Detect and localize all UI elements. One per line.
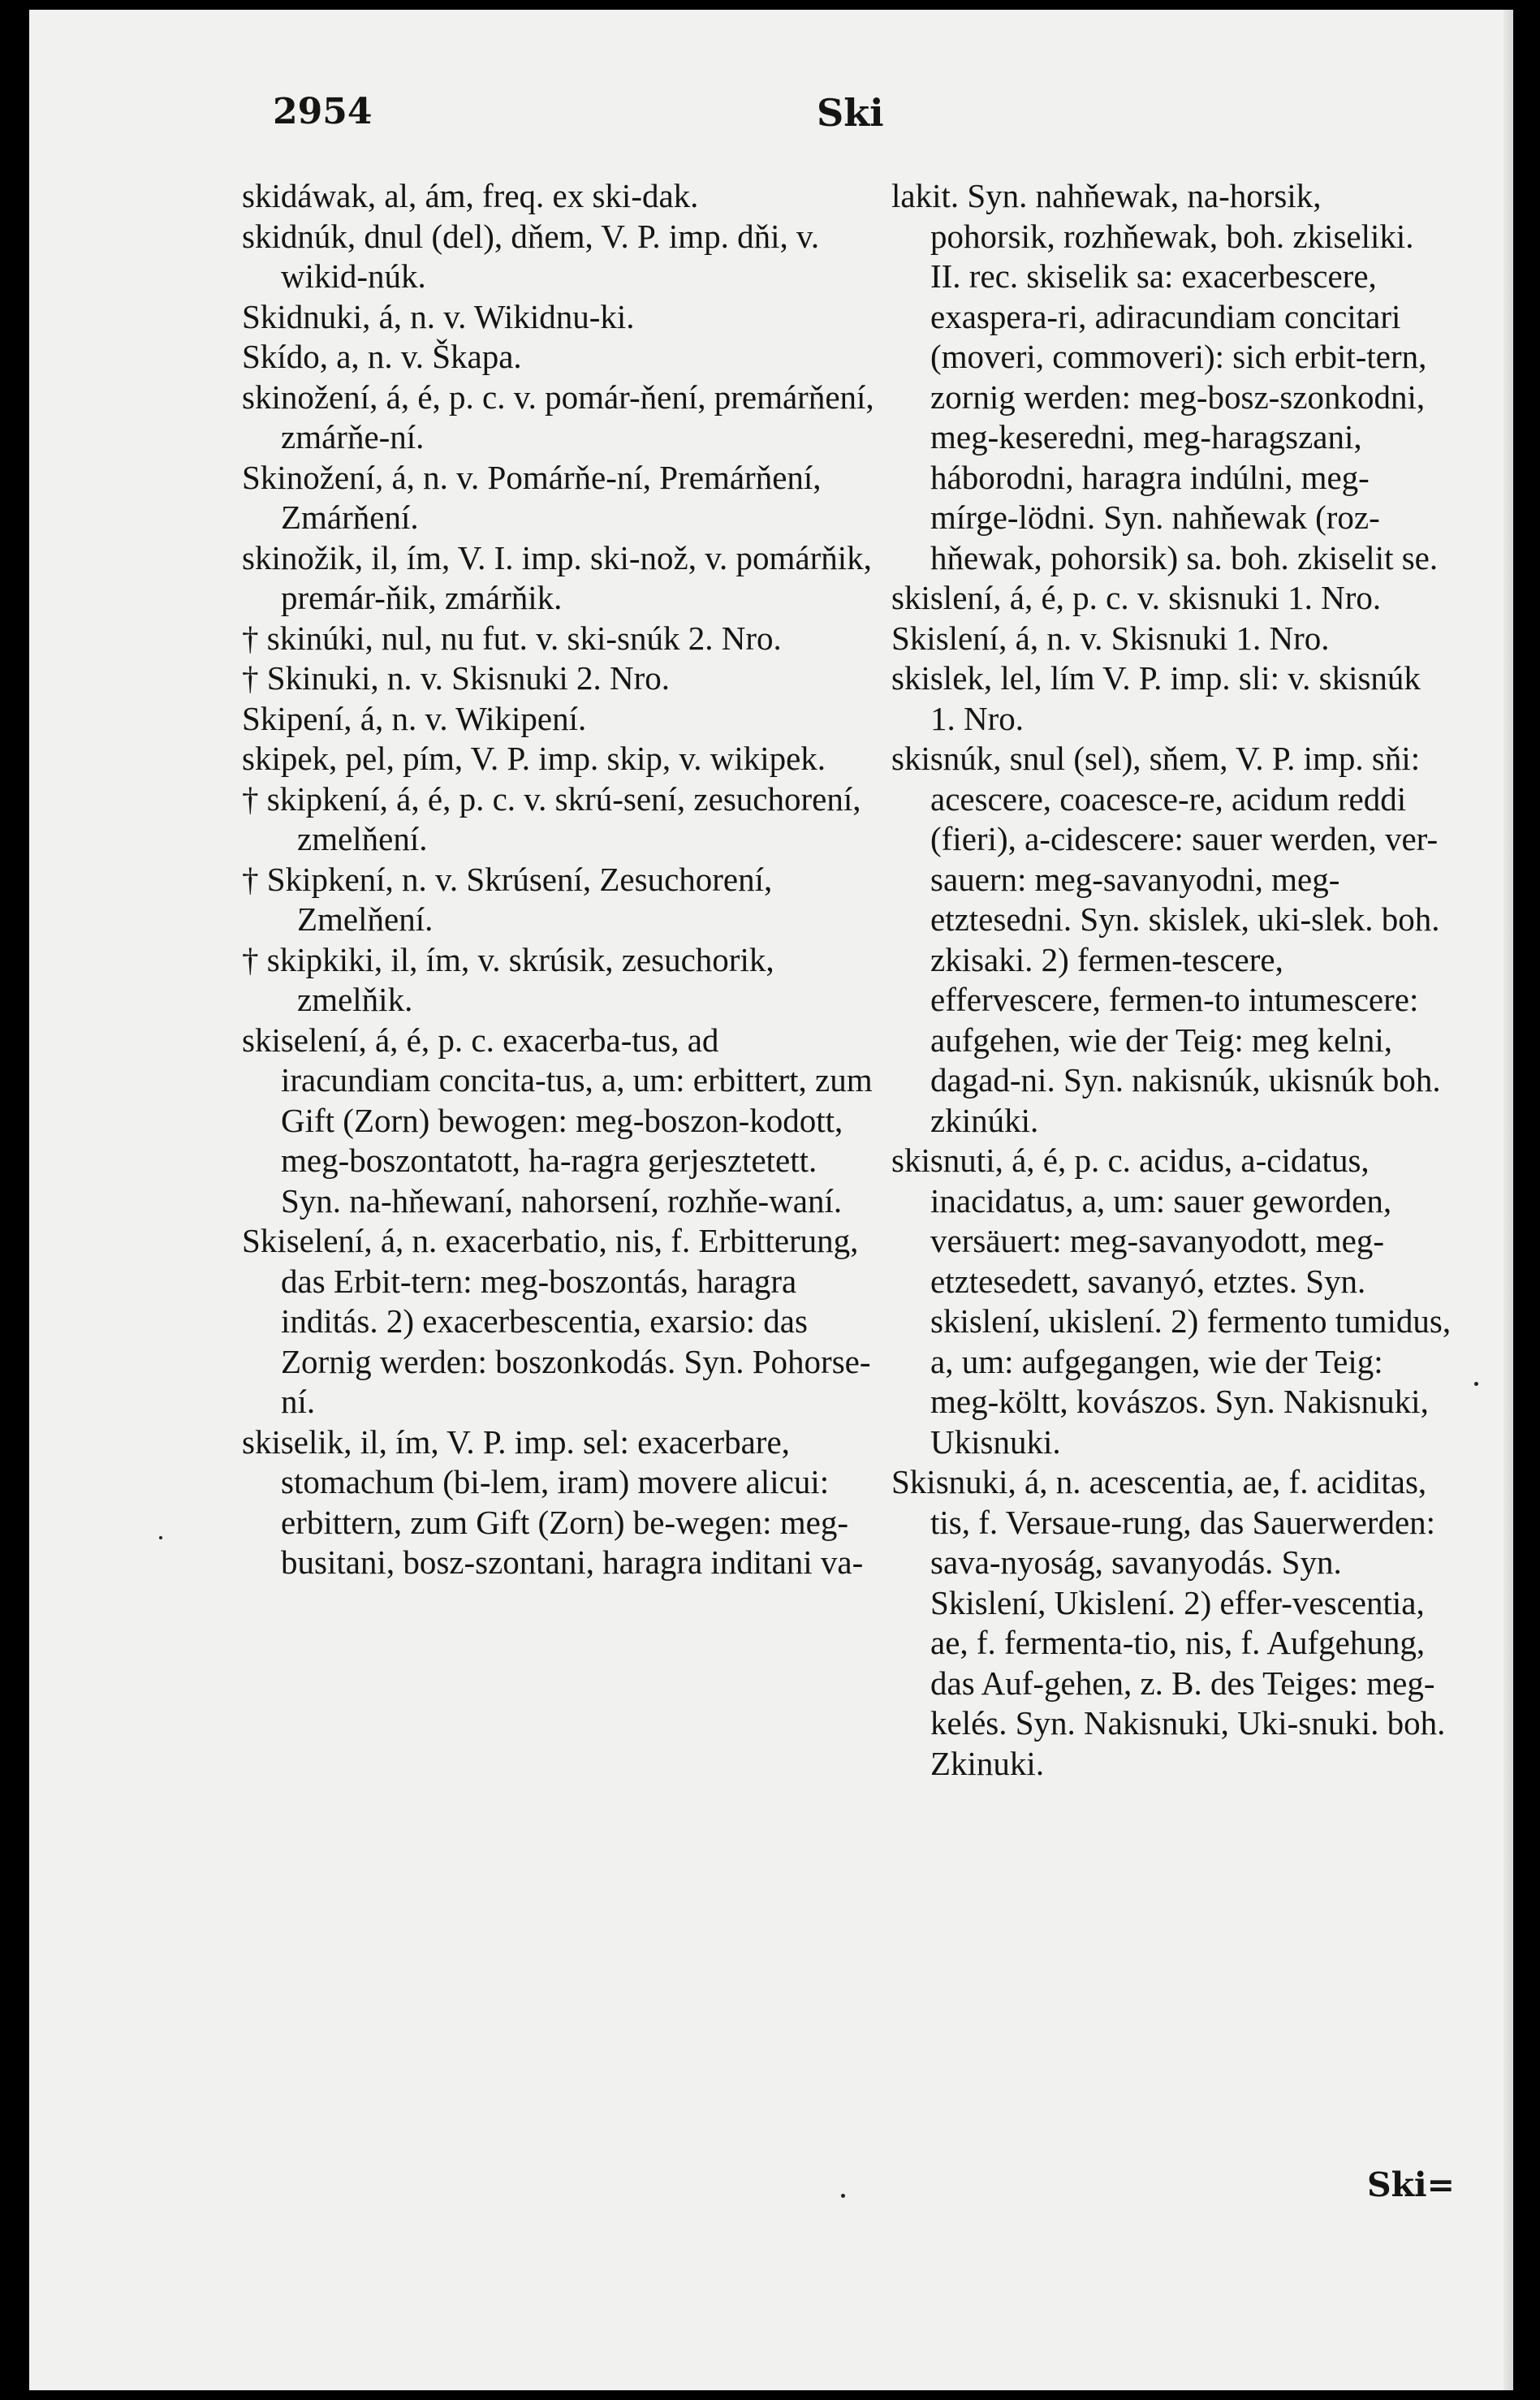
page-edge <box>1503 10 1513 2390</box>
ink-speck <box>841 2194 845 2198</box>
dictionary-entry: skidnúk, dnul (del), dňem, V. P. imp. dňi, v. wikid-núk. <box>242 217 820 295</box>
dictionary-entry: skisnúk, snul (sel), sňem, V. P. imp. sňi: acescere, coacesce-re, acidum reddi (fieri), a-cidescere: sauer werden, ver-sauern: meg-savanyodni, meg-etztesedni. Syn. skislek, uki-slek. boh. zkisaki. 2) fermen-tescere, effervescere, fermen-to intumescere: aufgehen, wie der Teig: meg kelni, dagad-ni. Syn. nakisnúk, ukisnúk boh. zkinúki. <box>891 740 1441 1139</box>
dictionary-entry: skinožik, il, ím, V. I. imp. ski-nož, v. pomárňik, premár-ňik, zmárňik. <box>242 538 872 616</box>
dictionary-entry: † Skinuki, n. v. Skisnuki 2. Nro. <box>242 659 670 697</box>
dictionary-entry: Skidnuki, á, n. v. Wikidnu-ki. <box>242 297 635 335</box>
catchword: Ski= <box>1367 2165 1455 2204</box>
page-header <box>273 91 1442 148</box>
dictionary-entry: † skipkení, á, é, p. c. v. skrú-sení, zesuchorení, zmelňení. <box>242 779 861 857</box>
right-column <box>891 176 1452 1784</box>
dictionary-entry: † Skipkení, n. v. Skrúsení, Zesuchorení, Zmelňení. <box>242 860 773 938</box>
dictionary-entry: skinožení, á, é, p. c. v. pomár-ňení, premárňení, zmárňe-ní. <box>242 378 874 455</box>
dictionary-entry: skisnuti, á, é, p. c. acidus, a-cidatus, inacidatus, a, um: sauer geworden, versäuert: meg-savanyodott, meg-etztesedett, savanyó, etztes. Syn. skislení, ukislení. 2) fermento tumidus, a, um: aufgegangen, wie der Teig: meg-költt, kovászos. Syn. Nakisnuki, Ukisnuki. <box>891 1142 1452 1461</box>
ink-speck <box>159 1536 162 1539</box>
dictionary-entry: Skiselení, á, n. exacerbatio, nis, f. Erbitterung, das Erbit-tern: meg-boszontás, haragra inditás. 2) exacerbescentia, exarsio: das Zornig werden: boszonkodás. Syn. Pohorse-ní. <box>242 1222 871 1420</box>
dictionary-entry: † skipkiki, il, ím, v. skrúsik, zesuchorik, zmelňik. <box>242 940 774 1018</box>
book-page <box>29 10 1513 2390</box>
dictionary-entry: skislek, lel, lím V. P. imp. sli: v. skisnúk 1. Nro. <box>891 659 1421 737</box>
dictionary-entry: † skinúki, nul, nu fut. v. ski-snúk 2. Nro. <box>242 619 782 657</box>
dictionary-entry: skidáwak, al, ám, freq. ex ski-dak. <box>242 177 699 214</box>
running-head: Ski <box>817 91 884 135</box>
dictionary-entry: lakit. Syn. nahňewak, na-horsik, pohorsik, rozhňewak, boh. zkiseliki. II. rec. skiselik sa: exacerbescere, exaspera-ri, adiracundiam concitari (moveri, commoveri): sich erbit-tern, zornig werden: meg-bosz-szonkodni, meg-keseredni, meg-haragszani, háborodni, haragra indúlni, meg-mírge-lödni. Syn. nahňewak (roz-hňewak, pohorsik) sa. boh. zkiselit se. <box>891 177 1439 576</box>
dictionary-entry: skislení, á, é, p. c. v. skisnuki 1. Nro. <box>891 579 1382 616</box>
page-number: 2954 <box>273 91 373 132</box>
ink-speck <box>1474 1382 1478 1386</box>
dictionary-entry: Skipení, á, n. v. Wikipení. <box>242 699 587 737</box>
dictionary-entry: Skisnuki, á, n. acescentia, ae, f. aciditas, tis, f. Versaue-rung, das Sauerwerden: sava-nyoság, savanyodás. Syn. Skislení, Ukislení. 2) effer-vescentia, ae, f. fermenta-tio, nis, f. Aufgehung, das Auf-gehen, z. B. des Teiges: meg-kelés. Syn. Nakisnuki, Uki-snuki. boh. Zkinuki. <box>891 1463 1446 1782</box>
dictionary-entry: skiselení, á, é, p. c. exacerba-tus, ad iracundiam concita-tus, a, um: erbittert, zum Gift (Zorn) bewogen: meg-boszon-kodott, meg-boszontatott, ha-ragra gerjesztetett. Syn. na-hňewaní, nahorsení, rozhňe-waní. <box>242 1021 873 1219</box>
dictionary-entry: Skído, a, n. v. Škapa. <box>242 338 522 375</box>
dictionary-entry: Skislení, á, n. v. Skisnuki 1. Nro. <box>891 619 1330 657</box>
dictionary-entry: skiselik, il, ím, V. P. imp. sel: exacerbare, stomachum (bi-lem, iram) movere alicui: erbittern, zum Gift (Zorn) be-wegen: meg-busitani, bosz-szontani, haragra inditani va- <box>242 1422 864 1581</box>
dictionary-entry: Skinožení, á, n. v. Pomárňe-ní, Premárňení, Zmárňení. <box>242 458 822 536</box>
dictionary-entry: skipek, pel, pím, V. P. imp. skip, v. wikipek. <box>242 740 826 777</box>
left-column <box>242 176 875 1583</box>
